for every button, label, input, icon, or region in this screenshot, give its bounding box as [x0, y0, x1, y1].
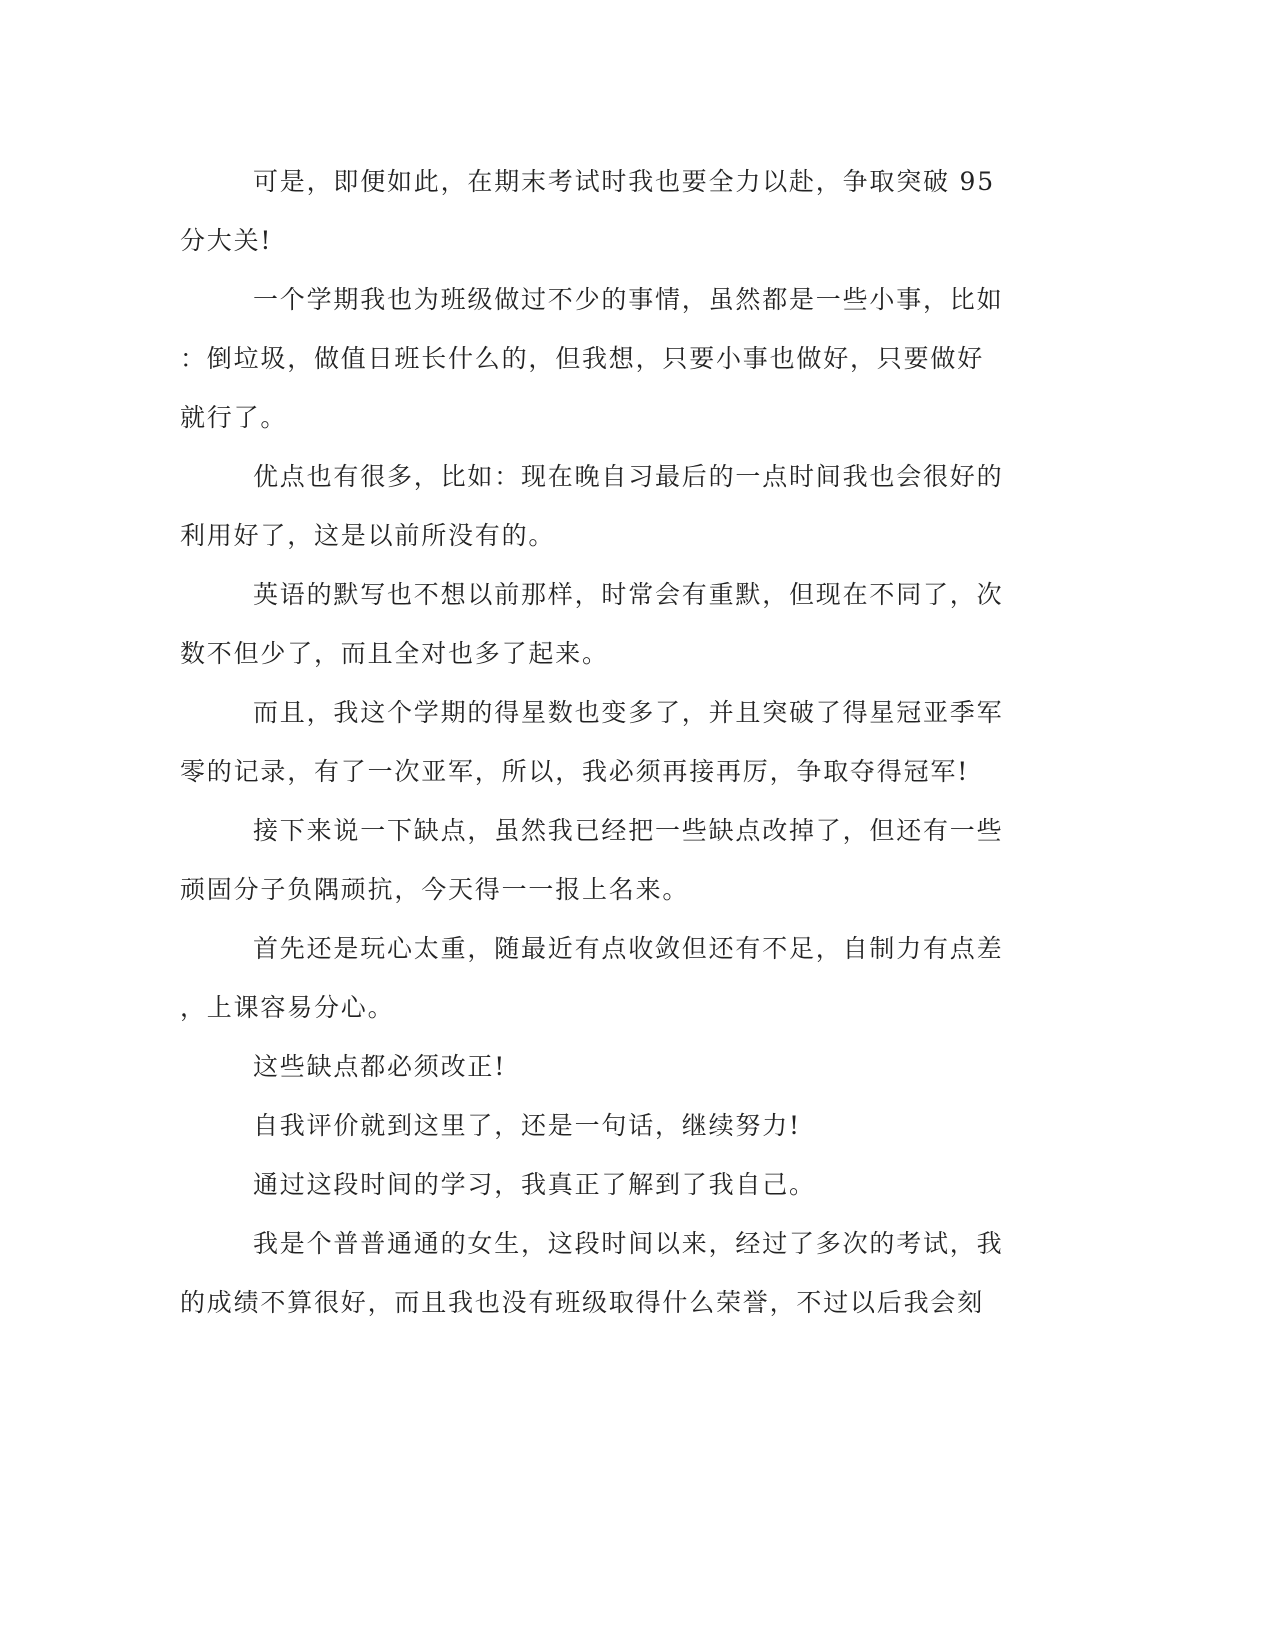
text-line: 一个学期我也为班级做过不少的事情，虽然都是一些小事，比如 [253, 285, 1004, 314]
paragraph [180, 270, 1032, 447]
text-line: 分大关! [180, 226, 273, 255]
text-line: 这些缺点都必须改正! [253, 1052, 507, 1081]
paragraph [180, 565, 1032, 683]
text-line: 英语的默写也不想以前那样，时常会有重默，但现在不同了，次 [253, 580, 1004, 609]
text-line: 自我评价就到这里了，还是一句话，继续努力! [253, 1111, 801, 1140]
text-line: 首先还是玩心太重，随最近有点收敛但还有不足，自制力有点差 [253, 934, 1004, 963]
text-line: 我是个普普通通的女生，这段时间以来，经过了多次的考试，我 [253, 1229, 1004, 1258]
paragraph [180, 1214, 1032, 1332]
paragraph [180, 152, 1032, 270]
text-line: 零的记录，有了一次亚军，所以，我必须再接再厉，争取夺得冠军! [180, 757, 970, 786]
text-line: 可是，即便如此，在期末考试时我也要全力以赴，争取突破 95 [253, 167, 995, 196]
paragraph [180, 919, 1032, 1037]
paragraph [180, 447, 1032, 565]
paragraph [180, 1037, 1032, 1096]
document-body [180, 152, 1032, 1332]
paragraph [180, 1155, 1032, 1214]
text-line: 利用好了，这是以前所没有的。 [180, 521, 556, 550]
text-line: 的成绩不算很好，而且我也没有班级取得什么荣誉，不过以后我会刻 [180, 1288, 985, 1317]
text-line: 顽固分子负隅顽抗，今天得一一报上名来。 [180, 875, 690, 904]
text-line: 就行了。 [180, 403, 288, 432]
text-line: ：倒垃圾，做值日班长什么的，但我想，只要小事也做好，只要做好 [180, 344, 985, 373]
paragraph [180, 801, 1032, 919]
text-line: 优点也有很多，比如：现在晚自习最后的一点时间我也会很好的 [253, 462, 1004, 491]
text-line: 接下来说一下缺点，虽然我已经把一些缺点改掉了，但还有一些 [253, 816, 1004, 845]
text-line: 通过这段时间的学习，我真正了解到了我自己。 [253, 1170, 816, 1199]
paragraph [180, 1096, 1032, 1155]
paragraph [180, 683, 1032, 801]
text-line: 而且，我这个学期的得星数也变多了，并且突破了得星冠亚季军 [253, 698, 1004, 727]
text-line: ，上课容易分心。 [180, 993, 395, 1022]
text-line: 数不但少了，而且全对也多了起来。 [180, 639, 609, 668]
